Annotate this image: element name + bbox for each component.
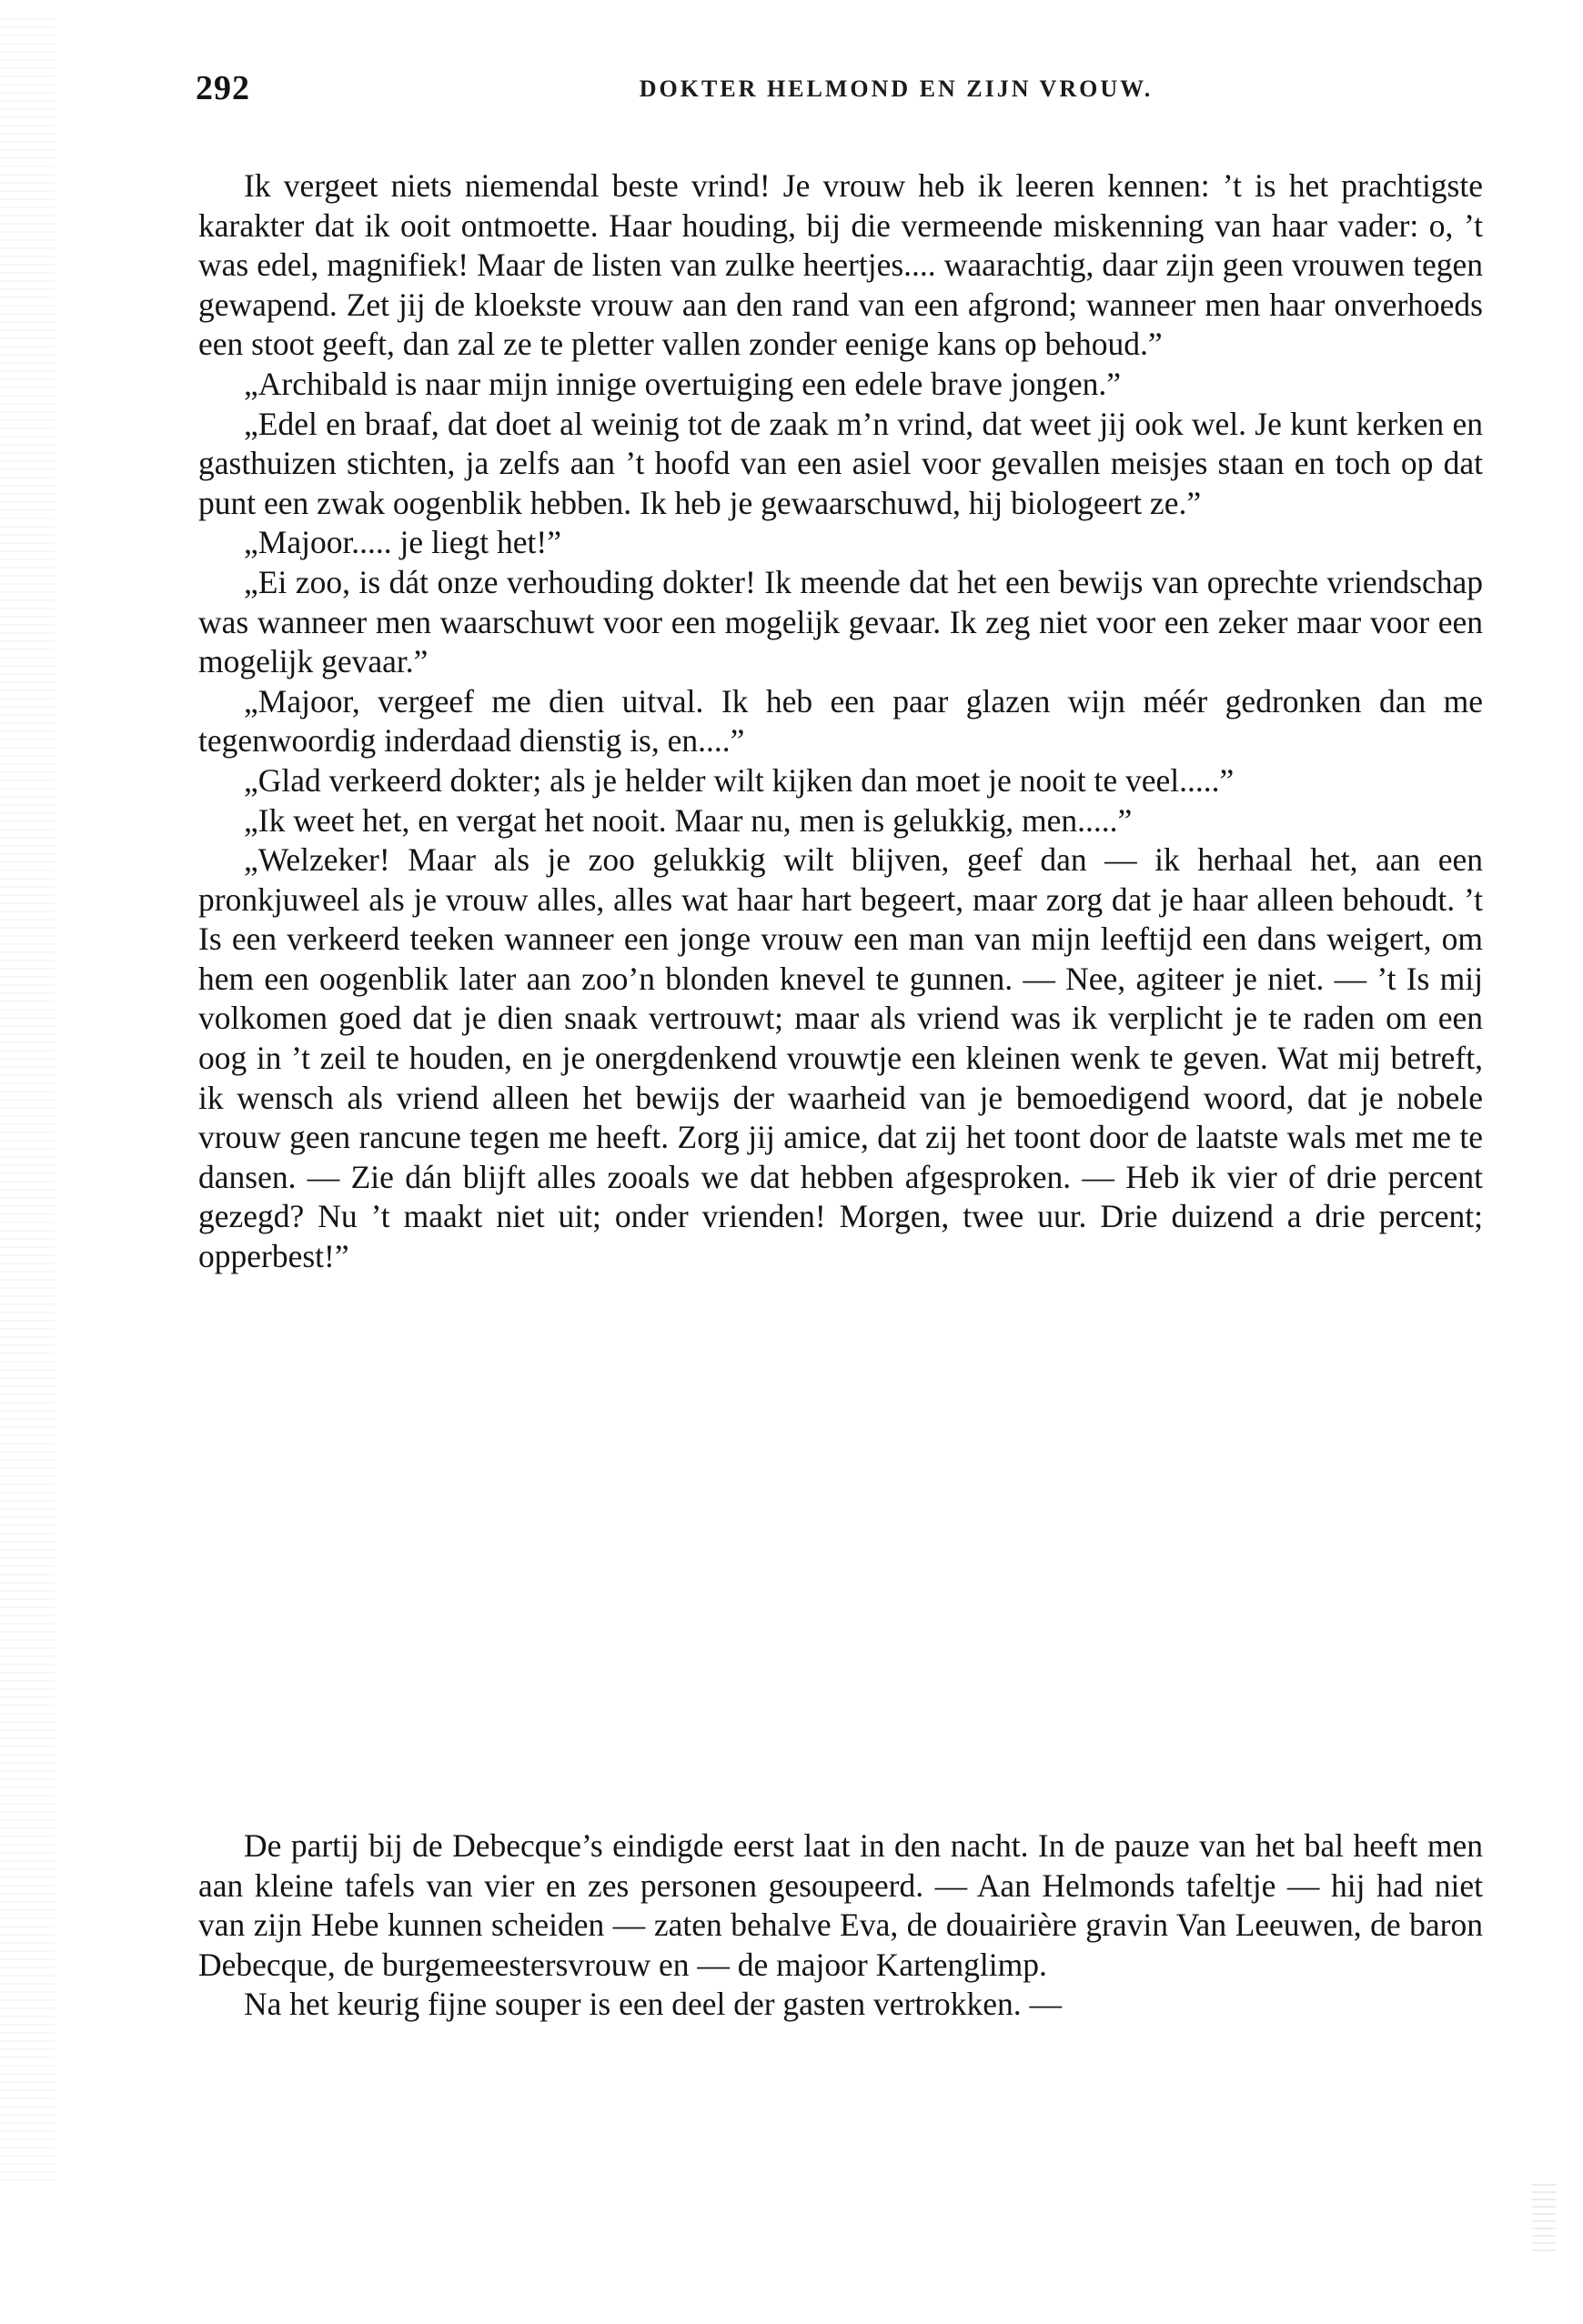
running-title: DOKTER HELMOND EN ZIJN VROUW. xyxy=(639,75,1154,102)
paragraph: „Archibald is naar mijn innige overtuiging een edele brave jongen.” xyxy=(244,365,1122,402)
paragraph: „Glad verkeerd dokter; als je helder wilt kijken dan moet je nooit te veel.....” xyxy=(244,761,1235,799)
paragraph: „Welzeker! Maar als je zoo gelukkig wilt blijven, geef dan — ik herhaal het, aan een pronkjuweel als je vrouw alles, alles wat haar hart begeert, maar zorg dat je haar alleen behoudt. ’t Is een verkeerd teeken wanneer een jonge vrouw een man van mijn leeftijd een dans weigert, om hem een oogenblik later aan zoo’n blonden knevel te gunnen. — Nee, agiteer je niet. — ’t Is mij volkomen goed dat je dien snaak vertrouwt; maar als vriend was ik verplicht je te raden om een oog in ’t zeil te houden, en je onergdenkend vrouwtje een kleinen wenk te geven. Wat mij betreft, ik wensch als vriend alleen het bewijs der waarheid van je bemoedigend woord, dat je nobele vrouw geen rancune tegen me heeft. Zorg jij amice, dat zij het toont door de laatste wals met me te dansen. — Zie dán blijft alles zooals we dat hebben afgesproken. — Heb ik vier of drie percent gezegd? Nu ’t maakt niet uit; onder vrienden! Morgen, twee uur. Drie duizend a drie percent; opperbest!” xyxy=(198,841,1483,1275)
paragraph: „Majoor..... je liegt het!” xyxy=(244,524,561,561)
paragraph: De partij bij de Debecque’s eindigde eerst laat in den nacht. In de pauze van het bal heeft men aan kleine tafels van vier en zes personen gesoupeerd. — Aan Helmonds tafeltje — hij had niet van zijn Hebe kunnen scheiden — zaten behalve Eva, de douairière gravin Van Leeuwen, de baron Debecque, de burgemeestersvrouw en — de majoor Kartenglimp. xyxy=(198,1827,1483,1983)
paragraph: Na het keurig fijne souper is een deel der gasten vertrokken. — xyxy=(244,1986,1063,2023)
scan-edge-shadow xyxy=(0,18,55,2183)
paragraph: „Ik weet het, en vergat het nooit. Maar nu, men is gelukkig, men.....” xyxy=(244,801,1133,839)
main-text xyxy=(198,166,1483,1277)
section-two-text xyxy=(198,1826,1483,2025)
paragraph: „Majoor, vergeef me dien uitval. Ik heb een paar glazen wijn méér gedronken dan me tegenwoordig inderdaad dienstig is, en....” xyxy=(198,682,1483,760)
paragraph: „Ei zoo, is dát onze verhouding dokter! Ik meende dat het een bewijs van oprechte vriendschap was wanneer men waarschuwt voor een mogelijk gevaar. Ik zeg niet voor een zeker maar voor een mogelijk gevaar.” xyxy=(198,563,1483,680)
paragraph: „Edel en braaf, dat doet al weinig tot de zaak m’n vrind, dat weet jij ook wel. Je kunt kerken en gasthuizen stichten, ja zelfs aan ’t hoofd van een asiel voor gevallen meisjes staan en toch op dat punt een zwak oogenblik hebben. Ik heb je gewaarschuwd, hij biologeert ze.” xyxy=(198,405,1483,521)
page-number: 292 xyxy=(196,69,250,107)
page-header xyxy=(196,65,1487,111)
paragraph: Ik vergeet niets niemendal beste vrind! Je vrouw heb ik leeren kennen: ’t is het prachtigste karakter dat ik ooit ontmoette. Haar houding, bij die vermeende miskenning van haar vader: o, ’t was edel, magnifiek! Maar de listen van zulke heertjes.... waarachtig, daar zijn geen vrouwen tegen gewapend. Zet jij de kloekste vrouw aan den rand van een afgrond; wanneer men haar onverhoeds een stoot geeft, dan zal ze te pletter vallen zonder eenige kans op behoud.” xyxy=(198,167,1483,363)
scan-corner-mark xyxy=(1532,2178,1556,2251)
